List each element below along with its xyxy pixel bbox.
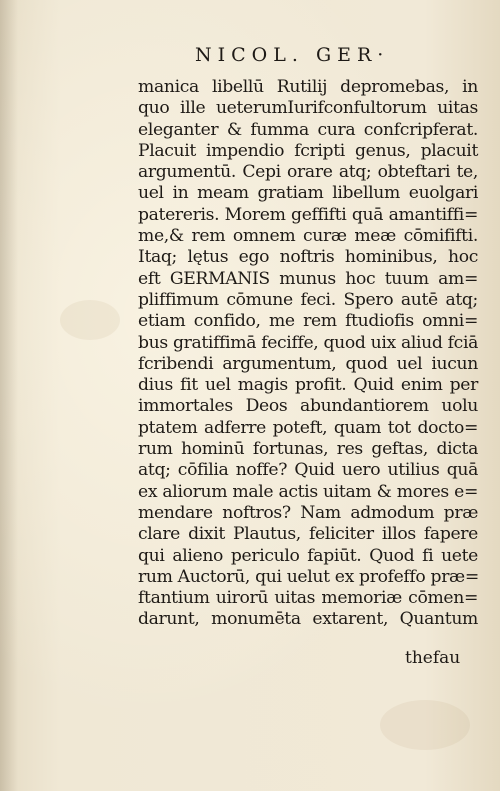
text-line: fcribendi argumentum, quod uel iucun xyxy=(138,353,478,374)
text-line: ptatem adferre poteft, quam tot docto= xyxy=(138,417,478,438)
text-line: clare dixit Plautus, feliciter illos fapere xyxy=(138,524,478,545)
text-line: argumentū. Cepi orare atq; obteftari te, xyxy=(138,162,478,183)
text-line: eleganter & fumma cura confcripferat. xyxy=(138,119,478,140)
paper-stain xyxy=(60,300,120,340)
text-line: pliffimum cōmune feci. Spero autē atq; xyxy=(138,289,478,310)
text-line: qui alieno periculo fapiūt. Quod fi uete xyxy=(138,545,478,566)
text-line: manica libellū Rutilij depromebas, in xyxy=(138,77,478,97)
text-line: me,& rem omnem curæ meæ cōmififti. xyxy=(138,226,478,247)
text-line: mendare noftros? Nam admodum præ xyxy=(138,502,478,523)
text-line: Itaq; lętus ego noftris hominibus, hoc xyxy=(138,247,478,268)
text-line: rum Auctorū, qui uelut ex profeffo præ= xyxy=(138,566,479,587)
catchword: thefau xyxy=(405,648,461,668)
text-line: ftantium uirorū uitas memoriæ cōmen= xyxy=(138,588,478,609)
text-line: rum hominū fortunas, res geftas, dicta xyxy=(138,439,478,460)
body-text xyxy=(138,77,478,631)
text-line: bus gratiffimā feciffe, quod uix aliud fciā xyxy=(138,332,478,353)
text-line: Placuit impendio fcripti genus, placuit xyxy=(138,140,478,161)
text-line: quo ille ueterumIurifconfultorum uitas xyxy=(138,98,478,119)
text-line: dius fit uel magis profit. Quid enim per xyxy=(138,375,478,396)
gutter-shadow xyxy=(0,0,18,791)
text-line: etiam confido, me rem ftudiofis omni= xyxy=(138,311,478,332)
text-line: patereris. Morem geffifti quā amantiffi= xyxy=(138,204,478,225)
text-line: atq; cōfilia noffe? Quid uero utilius quā xyxy=(138,460,478,481)
text-line: darunt, monumēta extarent, Quantum xyxy=(138,609,478,630)
text-line: uel in meam gratiam libellum euolgari xyxy=(138,183,478,204)
text-line: immortales Deos abundantiorem uolu xyxy=(138,396,478,417)
text-line: ex aliorum male actis uitam & mores e= xyxy=(138,481,478,502)
text-line: eft GERMANIS munus hoc tuum am= xyxy=(138,268,478,289)
paper-stain xyxy=(380,700,470,750)
running-head: NICOL. GER· xyxy=(195,44,390,66)
